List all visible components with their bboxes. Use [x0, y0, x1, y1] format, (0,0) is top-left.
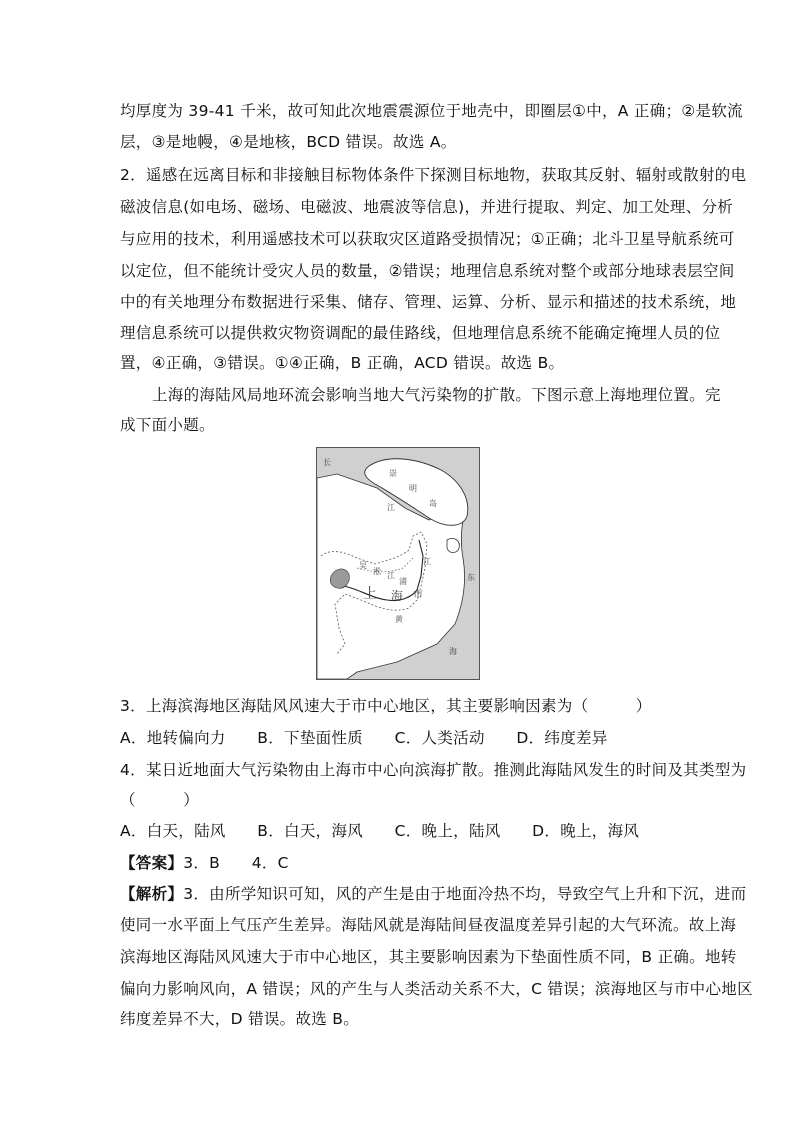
map-label: 江: [387, 571, 395, 580]
answer-line: [120, 852, 289, 874]
map-label-large: 上: [363, 586, 377, 602]
analysis-line: 偏向力影响风向，A 错误；风的产生与人类活动关系不大，C 错误；滨海地区与市中心地区: [120, 980, 753, 998]
analysis-line: 使同一水平面上气压产生差异。海陆风就是海陆间昼夜温度差异引起的大气环流。故上海: [120, 916, 737, 934]
question-line: 3．上海滨海地区海陆风风速大于市中心地区，其主要影响因素为（ ）: [120, 697, 652, 715]
question-line: （ ）: [120, 791, 200, 809]
map-label: 海: [449, 647, 457, 656]
text-line: 均厚度为 39-41 千米，故可知此次地震震源位于地壳中，即圈层①中，A 正确；②是软流: [120, 102, 743, 120]
answer-label: 【答案】: [120, 854, 184, 872]
answer-text: 3．B 4．C: [183, 854, 289, 872]
analysis-text: 3．由所学知识可知，风的产生是由于地面冷热不均，导致空气上升和下沉，进而: [183, 885, 747, 903]
text-line: 层，③是地幔，④是地核，BCD 错误。故选 A。: [120, 133, 457, 151]
map-label: 长: [323, 458, 331, 467]
map-label: 吴: [359, 561, 367, 570]
map-label: 崇: [389, 469, 397, 478]
text-line: 以定位，但不能统计受灾人员的数量，②错误；地理信息系统对整个或部分地球表层空间: [120, 262, 735, 280]
question-options: A．地转偏向力 B．下垫面性质 C．人类活动 D．纬度差异: [120, 729, 608, 747]
map-label: 淞: [373, 567, 381, 576]
question-line: 4．某日近地面大气污染物由上海市中心向滨海扩散。推测此海陆风发生的时间及其类型为: [120, 761, 747, 779]
map-label: 浦: [399, 577, 407, 586]
analysis-label: 【解析】: [120, 885, 184, 903]
text-line: 成下面小题。: [120, 416, 215, 434]
text-line: 磁波信息(如电场、磁场、电磁波、地震波等信息)，并进行提取、判定、加工处理、分析: [120, 198, 734, 216]
text-line: 2．遥感在远离目标和非接触目标物体条件下探测目标地物，获取其反射、辐射或散射的电: [120, 166, 747, 184]
map-label: 江: [423, 557, 431, 566]
analysis-line: 纬度差异不大，D 错误。故选 B。: [120, 1010, 360, 1028]
map-label: 东: [467, 573, 475, 582]
text-line: 理信息系统可以提供救灾物资调配的最佳路线，但地理信息系统不能确定掩埋人员的位: [120, 324, 721, 342]
question-options: A．白天，陆风 B．白天，海风 C．晚上，陆风 D．晚上，海风: [120, 822, 640, 840]
map-label: 江: [387, 503, 395, 512]
map-label-large: 海: [391, 589, 404, 603]
text-line: 置，④正确，③错误。①④正确，B 正确，ACD 错误。故选 B。: [120, 354, 565, 372]
shanghai-map: [316, 447, 480, 680]
map-label-large: 市: [413, 590, 423, 601]
text-line: 与应用的技术，利用遥感技术可以获取灾区道路受损情况；①正确；北斗卫星导航系统可: [120, 230, 735, 248]
map-label: 明: [409, 484, 417, 493]
analysis-line: [120, 883, 746, 905]
map-label: 岛: [429, 499, 437, 508]
small-island: [447, 538, 459, 552]
text-line: 上海的海陆风局地环流会影响当地大气污染物的扩散。下图示意上海地理位置。完: [152, 386, 721, 404]
text-line: 中的有关地理分布数据进行采集、储存、管理、运算、分析、显示和描述的技术系统，地: [120, 293, 737, 311]
analysis-line: 滨海地区海陆风风速大于市中心地区，其主要影响因素为下垫面性质不同，B 正确。地转: [120, 948, 737, 966]
shanghai-map-svg: [317, 448, 479, 679]
map-label: 黄: [395, 615, 403, 624]
